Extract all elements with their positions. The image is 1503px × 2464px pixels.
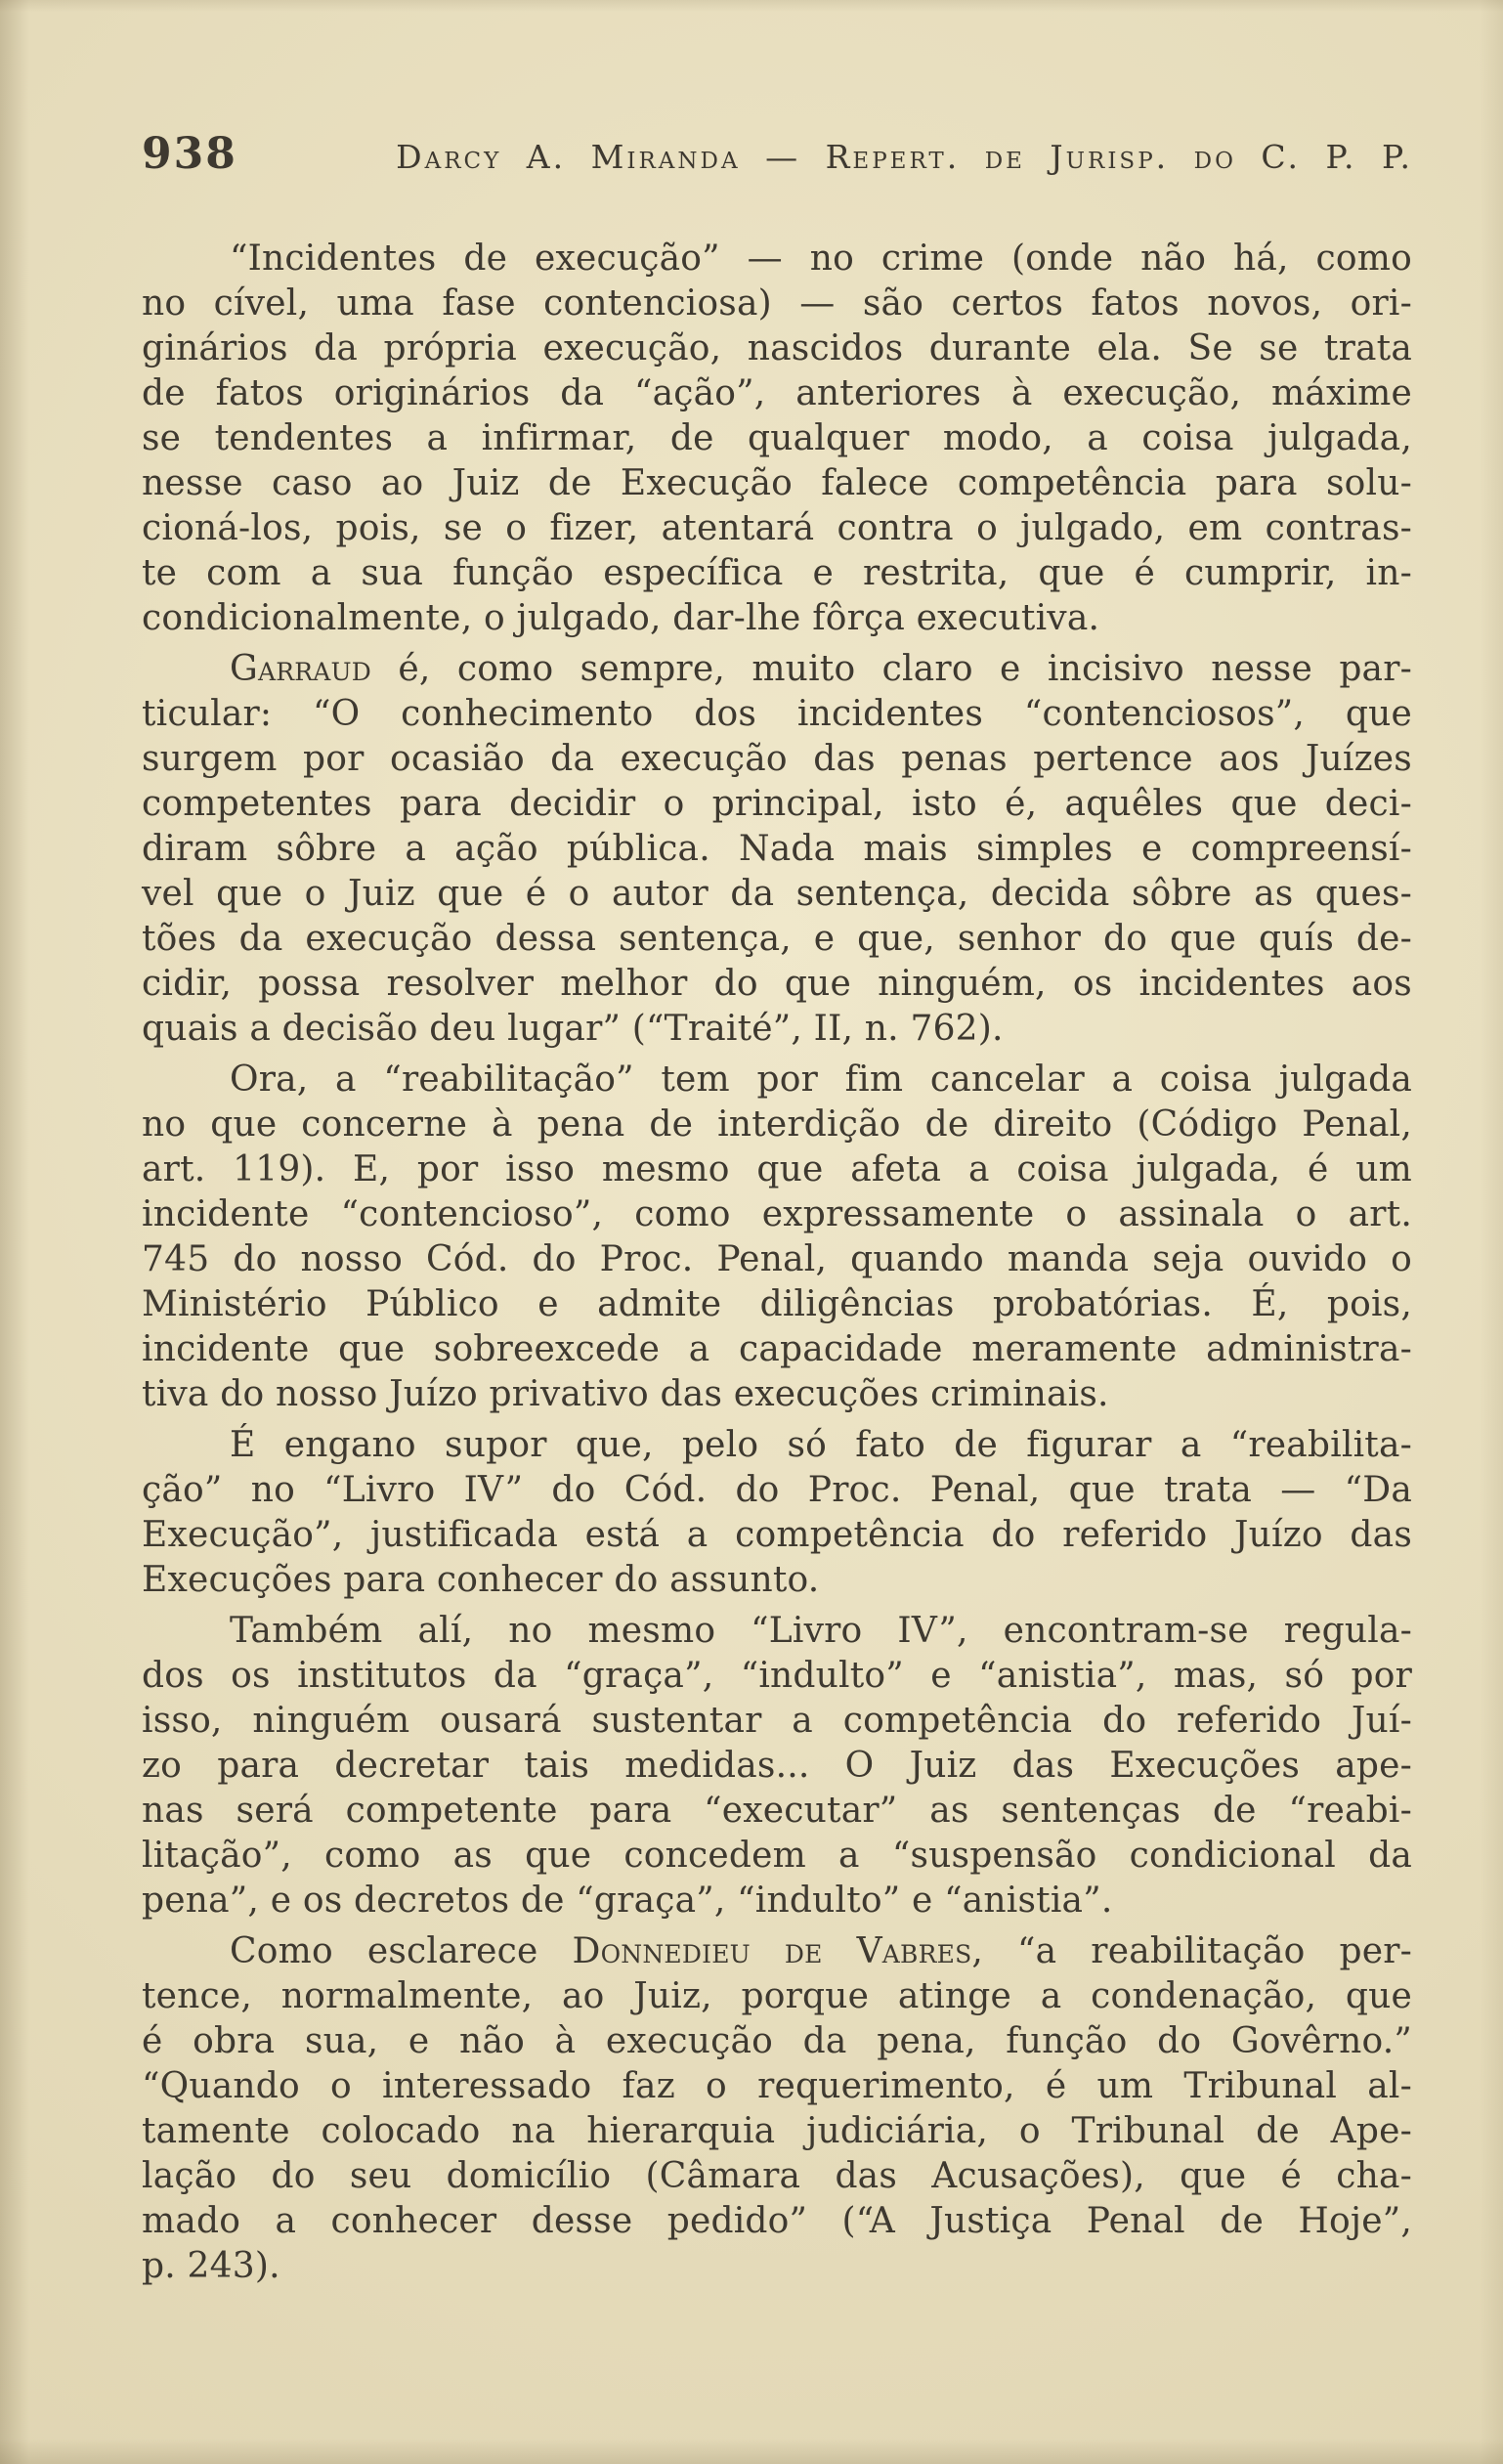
- text-line: de fatos originários da “ação”, anteriores à execução, máxime: [142, 373, 1412, 413]
- text-line: mado a conhecer desse pedido” (“A Justiça Penal de Hoje”,: [142, 2201, 1412, 2241]
- text-line: “Incidentes de execução” — no crime (onde não há, como: [230, 238, 1412, 279]
- text-line: cioná-los, pois, se o fizer, atentará contra o julgado, em contras-: [142, 508, 1412, 548]
- text-line: dos os institutos da “graça”, “indulto” e “anistia”, mas, só por: [142, 1656, 1412, 1696]
- text-line: tiva do nosso Juízo privativo das execuções criminais.: [142, 1374, 1109, 1414]
- text-line: nas será competente para “executar” as sentenças de “reabi-: [142, 1791, 1412, 1831]
- text-line: competentes para decidir o principal, isto é, aquêles que deci-: [142, 784, 1412, 824]
- text-segment: é, como sempre, muito claro e incisivo nesse par-: [371, 649, 1412, 689]
- text-line: nesse caso ao Juiz de Execução falece competência para solu-: [142, 463, 1412, 503]
- text-segment: Como esclarece: [230, 1931, 573, 1971]
- text-line: zo para decretar tais medidas... O Juiz das Execuções ape-: [142, 1746, 1412, 1786]
- text-line: lação do seu domicílio (Câmara das Acusações), que é cha-: [142, 2156, 1412, 2196]
- text-line: tence, normalmente, ao Juiz, porque atinge a condenação, que: [142, 1976, 1412, 2016]
- text-line: Execuções para conhecer do assunto.: [142, 1560, 820, 1600]
- text-line: p. 243).: [142, 2246, 280, 2286]
- text-line: isso, ninguém ousará sustentar a competência do referido Juí-: [142, 1701, 1412, 1741]
- text-line: pena”, e os decretos de “graça”, “indulto” e “anistia”.: [142, 1880, 1113, 1921]
- text-line: quais a decisão deu lugar” (“Traité”, II, n. 762).: [142, 1009, 1004, 1049]
- text-line: ção” no “Livro IV” do Cód. do Proc. Penal, que trata — “Da: [142, 1470, 1412, 1510]
- page-body: [142, 237, 1412, 2289]
- text-line: cidir, possa resolver melhor do que ninguém, os incidentes aos: [142, 964, 1412, 1004]
- text-line: se tendentes a infirmar, de qualquer modo, a coisa julgada,: [142, 418, 1412, 458]
- text-line: É engano supor que, pelo só fato de figurar a “reabilita-: [230, 1425, 1412, 1465]
- text-line: condicionalmente, o julgado, dar-lhe fôrça executiva.: [142, 598, 1100, 638]
- paragraph: [142, 647, 1412, 1052]
- paragraph: [142, 237, 1412, 641]
- text-line: tões da execução dessa sentença, e que, senhor do que quís de-: [142, 919, 1412, 959]
- text-line: Ora, a “reabilitação” tem por fim cancelar a coisa julgada: [230, 1059, 1412, 1100]
- text-line: tamente colocado na hierarquia judiciária, o Tribunal de Ape-: [142, 2111, 1412, 2151]
- text-line: [142, 1929, 1412, 1974]
- text-line: art. 119). E, por isso mesmo que afeta a coisa julgada, é um: [142, 1149, 1412, 1189]
- text-segment: , “a reabilitação per-: [971, 1931, 1412, 1971]
- text-line: Ministério Público e admite diligências probatórias. É, pois,: [142, 1284, 1412, 1324]
- paragraph: [142, 1423, 1412, 1603]
- running-title: Darcy A. Miranda — Repert. de Jurisp. do C. P. P.: [396, 138, 1413, 176]
- text-line: ginários da própria execução, nascidos durante ela. Se se trata: [142, 328, 1412, 368]
- author-name: Garraud: [230, 649, 372, 689]
- text-line: “Quando o interessado faz o requerimento, é um Tribunal al-: [142, 2066, 1412, 2106]
- paragraph: [142, 1929, 1412, 2289]
- text-line: ticular: “O conhecimento dos incidentes “contenciosos”, que: [142, 694, 1412, 734]
- text-line: diram sôbre a ação pública. Nada mais simples e compreensí-: [142, 829, 1412, 869]
- page-header: [142, 129, 1413, 179]
- text-line: é obra sua, e não à execução da pena, função do Govêrno.”: [142, 2021, 1412, 2061]
- paragraph: [142, 1058, 1412, 1417]
- text-line: vel que o Juiz que é o autor da sentença, decida sôbre as ques-: [142, 874, 1412, 914]
- text-line: no que concerne à pena de interdição de direito (Código Penal,: [142, 1104, 1412, 1145]
- text-line: surgem por ocasião da execução das penas pertence aos Juízes: [142, 739, 1412, 779]
- text-line: litação”, como as que concedem a “suspensão condicional da: [142, 1836, 1412, 1876]
- text-line: Também alí, no mesmo “Livro IV”, encontram-se regula-: [230, 1611, 1412, 1651]
- text-line: incidente “contencioso”, como expressamente o assinala o art.: [142, 1194, 1412, 1234]
- text-line: 745 do nosso Cód. do Proc. Penal, quando manda seja ouvido o: [142, 1239, 1412, 1279]
- text-line: incidente que sobreexcede a capacidade meramente administra-: [142, 1329, 1412, 1369]
- text-line: Execução”, justificada está a competência do referido Juízo das: [142, 1515, 1412, 1555]
- author-name: Donnedieu de Vabres: [572, 1931, 972, 1971]
- text-line: no cível, uma fase contenciosa) — são certos fatos novos, ori-: [142, 283, 1412, 324]
- text-line: te com a sua função específica e restrita, que é cumprir, in-: [142, 553, 1412, 593]
- paragraph: [142, 1609, 1412, 1924]
- page-number: 938: [142, 129, 237, 179]
- text-line: [142, 647, 1412, 692]
